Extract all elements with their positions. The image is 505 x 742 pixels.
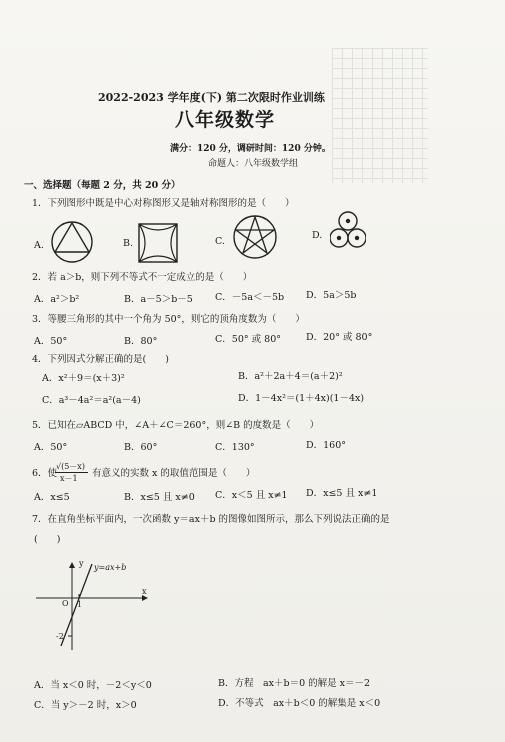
q1-stem: 1．下列图形中既是中心对称图形又是轴对称图形的是（ ） [32,198,295,209]
q3-option-b: B．80° [124,336,158,347]
q4-option-c: C．a³－4a²＝a²(a－4) [42,395,141,406]
q1-option-c: C. [215,236,225,247]
q3-stem: 3．等腰三角形的其中一个角为 50°，则它的顶角度数为（ ） [32,314,305,325]
q4-option-a: A．x²＋9＝(x＋3)² [42,373,125,384]
q5-option-a: A．50° [34,442,68,453]
q1-option-b: B. [123,238,134,249]
graph-x-tick-label: 1 [77,600,83,609]
section-title: 一、选择题（每题 2 分，共 20 分） [24,180,181,191]
q6-fraction-numerator: √(5－x) [56,462,85,471]
three-circles-icon [330,210,366,250]
q6-fraction-denominator: x－1 [60,474,78,483]
q5-option-b: B．60° [124,442,158,453]
graph-origin-label: O [62,599,69,608]
q6-fraction-bar [55,472,88,473]
graph-y-tick-label: -2 [56,632,64,641]
q6-option-b: B．x≤5 且 x≠0 [124,492,195,503]
q1-option-d: D. [312,230,323,241]
q2-option-c: C．－5a＜－5b [215,292,285,303]
q1-option-a: A. [34,240,44,251]
graph-function-label: y=ax+b [94,563,127,572]
q7-option-d: D．不等式 ax＋b＜0 的解集是 x＜0 [218,698,381,709]
q7-stem: 7．在直角坐标平面内，一次函数 y＝ax＋b 的图像如图所示，那么下列说法正确的是 [32,514,390,525]
q6-option-d: D．x≤5 且 x≠1 [306,488,378,499]
q5-option-c: C．130° [215,442,255,453]
q4-option-d: D．1－4x²＝(1＋4x)(1－4x) [238,393,365,404]
q7-option-c: C．当 y＞－2 时，x＞0 [34,700,137,711]
q4-stem: 4．下列因式分解正确的是( ) [32,354,169,365]
q7-option-b: B．方程 ax＋b＝0 的解是 x＝－2 [218,678,371,689]
exam-info: 满分：120 分，调研时间：120 分钟。 [170,144,331,154]
q3-option-c: C．50° 或 80° [215,334,281,345]
subject-title: 八年级数学 [175,109,276,131]
q3-option-a: A．50° [34,336,68,347]
linear-function-graph [32,560,152,652]
q6-option-a: A．x≤5 [34,492,70,503]
q4-option-b: B．a²＋2a＋4＝(a＋2)² [238,371,343,382]
q2-option-d: D．5a＞5b [306,290,357,301]
bleed-through-grid [332,48,428,183]
q5-stem: 5．已知在▱ABCD 中，∠A＋∠C＝260°，则∠B 的度数是（ ） [32,420,320,431]
q5-option-d: D．160° [306,440,346,451]
q6-option-c: C．x＜5 且 x≠1 [215,490,288,501]
square-petals-icon [137,222,179,264]
exam-title: 2022-2023 学年度(下) 第二次限时作业训练 [98,91,325,104]
q7-option-a: A．当 x＜0 时，－2＜y＜0 [34,680,152,691]
graph-x-label: x [142,587,147,596]
q2-option-a: A．a²＞b² [34,294,80,305]
q2-stem: 2．若 a＞b，则下列不等式不一定成立的是（ ） [32,272,253,283]
q6-stem: 有意义的实数 x 的取值范围是（ ） [92,468,256,479]
q2-option-b: B．a－5＞b－5 [124,294,193,305]
graph-y-label: y [79,559,84,568]
exam-author: 命题人：八年级数学组 [208,159,299,169]
q6-stem-prefix: 6．使 [32,468,58,479]
q7-answer-paren: ( ) [34,534,61,545]
circle-triangle-icon [50,220,94,264]
q3-option-d: D．20° 或 80° [306,332,373,343]
pentagram-circle-icon [232,214,278,260]
